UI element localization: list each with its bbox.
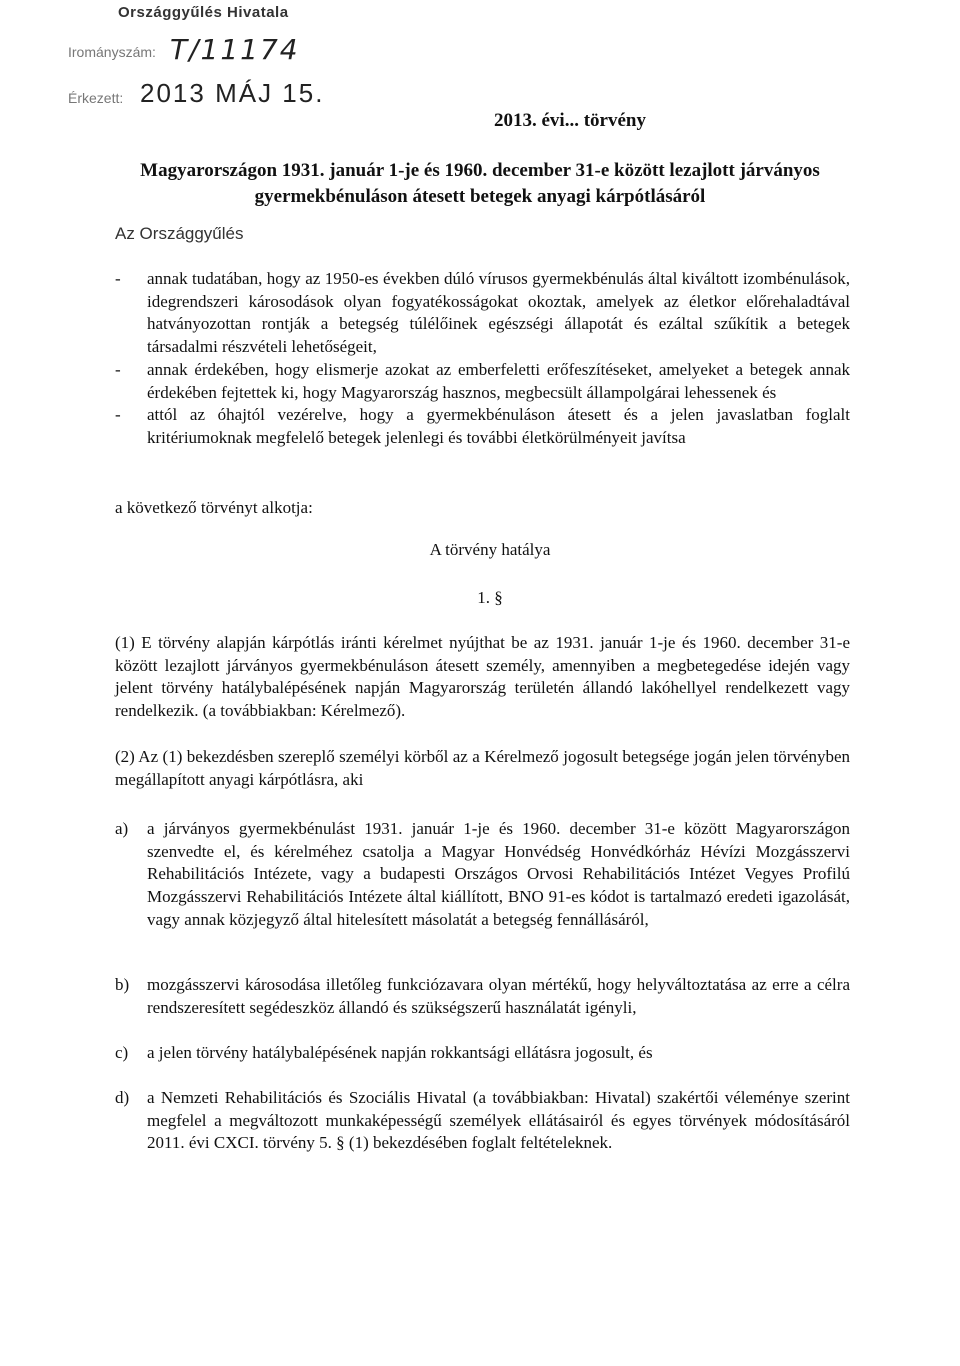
condition-item — [115, 974, 850, 1019]
chapter-heading: A törvény hatálya — [429, 540, 551, 559]
stamp-office-name: Országgyűlés Hivatala — [118, 4, 289, 21]
bullet-dash: - — [115, 405, 121, 425]
condition-item — [115, 1042, 850, 1065]
main-title-line1: Magyarországon 1931. január 1-je és 1960. december 31-e között lezajlott járványos — [140, 160, 820, 181]
assembly-heading: Az Országgyűlés — [115, 224, 244, 243]
preamble-item-text: annak tudatában, hogy az 1950-es években dúló vírusos gyermekbénulás által kiváltott izombénulások, idegrendszeri károsodások olyan fogyatékosságokat okoztak, amelyek az életkor előrehaladtával hatványozottan rontják a betegség túlélőinek egészségi állapotát és ezáltal szűkítik a betegek társadalmi részvételi lehetőségeit, — [147, 269, 850, 357]
preamble-item — [115, 359, 850, 404]
preamble-list — [115, 268, 850, 450]
enactment-clause: a következő törvényt alkotja: — [115, 498, 313, 517]
stamp-registration-label: Irományszám: — [68, 44, 156, 60]
main-title-line2: gyermekbénuláson átesett betegek anyagi kárpótlásáról — [254, 186, 706, 207]
registration-number: T/11174 — [170, 33, 300, 66]
preamble-item-text: annak érdekében, hogy elismerje azokat az emberfeletti erőfeszítéseket, amelyeket a betegek annak érdekében fejtettek ki, hogy Magyarország hasznos, megbecsült állampolgárai lehessenek és — [147, 359, 850, 402]
main-title — [60, 158, 900, 210]
bullet-dash: - — [115, 269, 121, 288]
stamp-received-date: 2013 MÁJ 15. — [140, 78, 325, 108]
condition-label: d) — [115, 1088, 130, 1107]
condition-label: a) — [115, 819, 129, 838]
paragraph-1: (1) E törvény alapján kárpótlás iránti kérelmet nyújthat be az 1931. január 1-je és 1960. december 31-e között lezajlott járványos gyermekbénuláson átesett személy, amennyiben a megbetegedése idején vagy jelent törvény hatálybalépésének napján Magyarország területén állandó lakóhellyel rendelkezett vagy rendelkezik. (a továbbiakban: Kérelmező). — [115, 633, 850, 721]
condition-label: c) — [115, 1043, 129, 1062]
preamble-item — [115, 268, 850, 359]
condition-text: a jelen törvény hatálybalépésének napján rokkantsági ellátásra jogosult, és — [147, 1043, 653, 1062]
section-number: 1. § — [477, 588, 503, 607]
preamble-item-text: attól az óhajtól vezérelve, hogy a gyermekbénuláson átesett és a jelen javaslatban foglalt kritériumoknak megfelelő betegek jelenlegi és további életkörülményeit javítsa — [147, 405, 850, 447]
condition-text: a járványos gyermekbénulást 1931. január 1-je és 1960. december 31-e között Magyarországon szenvedte el, és kérelméhez csatolja a Magyar Honvédség Honvédkórház Hévízi Mozgásszervi Rehabilitációs Intézete, vagy a budapesti Országos Orvosi Rehabilitációs Intézet Vegyes Profilú Mozgásszervi Rehabilitációs Intézete által kiállított, BNO 91-es kódot is tartalmazó eredeti igazolását, vagy annak közjegyző által hitelesített másolatát a betegség fennállásáról, — [147, 819, 850, 929]
condition-item — [115, 1087, 850, 1155]
condition-text: a Nemzeti Rehabilitációs és Szociális Hivatal (a továbbiakban: Hivatal) szakértői véleménye szerint megfelel a megváltozott munkaképességű személyek ellátásairól és egyes törvények módosításáról 2011. évi CXCI. törvény 5. § (1) bekezdésében foglalt feltételeknek. — [147, 1088, 850, 1153]
condition-text: mozgásszervi károsodása illetőleg funkciózavara olyan mértékű, hogy helyváltoztatása az erre a célra rendszeresített segédeszköz állandó és szükségszerű használatát igényli, — [147, 975, 850, 1017]
preamble-item — [115, 404, 850, 449]
stamp-received-label: Érkezett: — [68, 90, 124, 106]
paragraph-2: (2) Az (1) bekezdésben szereplő személyi körből az a Kérelmező jogosult betegsége jogán jelen törvényben megállapított anyagi kárpótlásra, aki — [115, 747, 850, 789]
condition-item — [115, 818, 850, 932]
stamp-registration-value — [170, 28, 300, 68]
act-title: 2013. évi... törvény — [494, 110, 646, 131]
condition-label: b) — [115, 975, 130, 994]
bullet-dash: - — [115, 359, 121, 379]
